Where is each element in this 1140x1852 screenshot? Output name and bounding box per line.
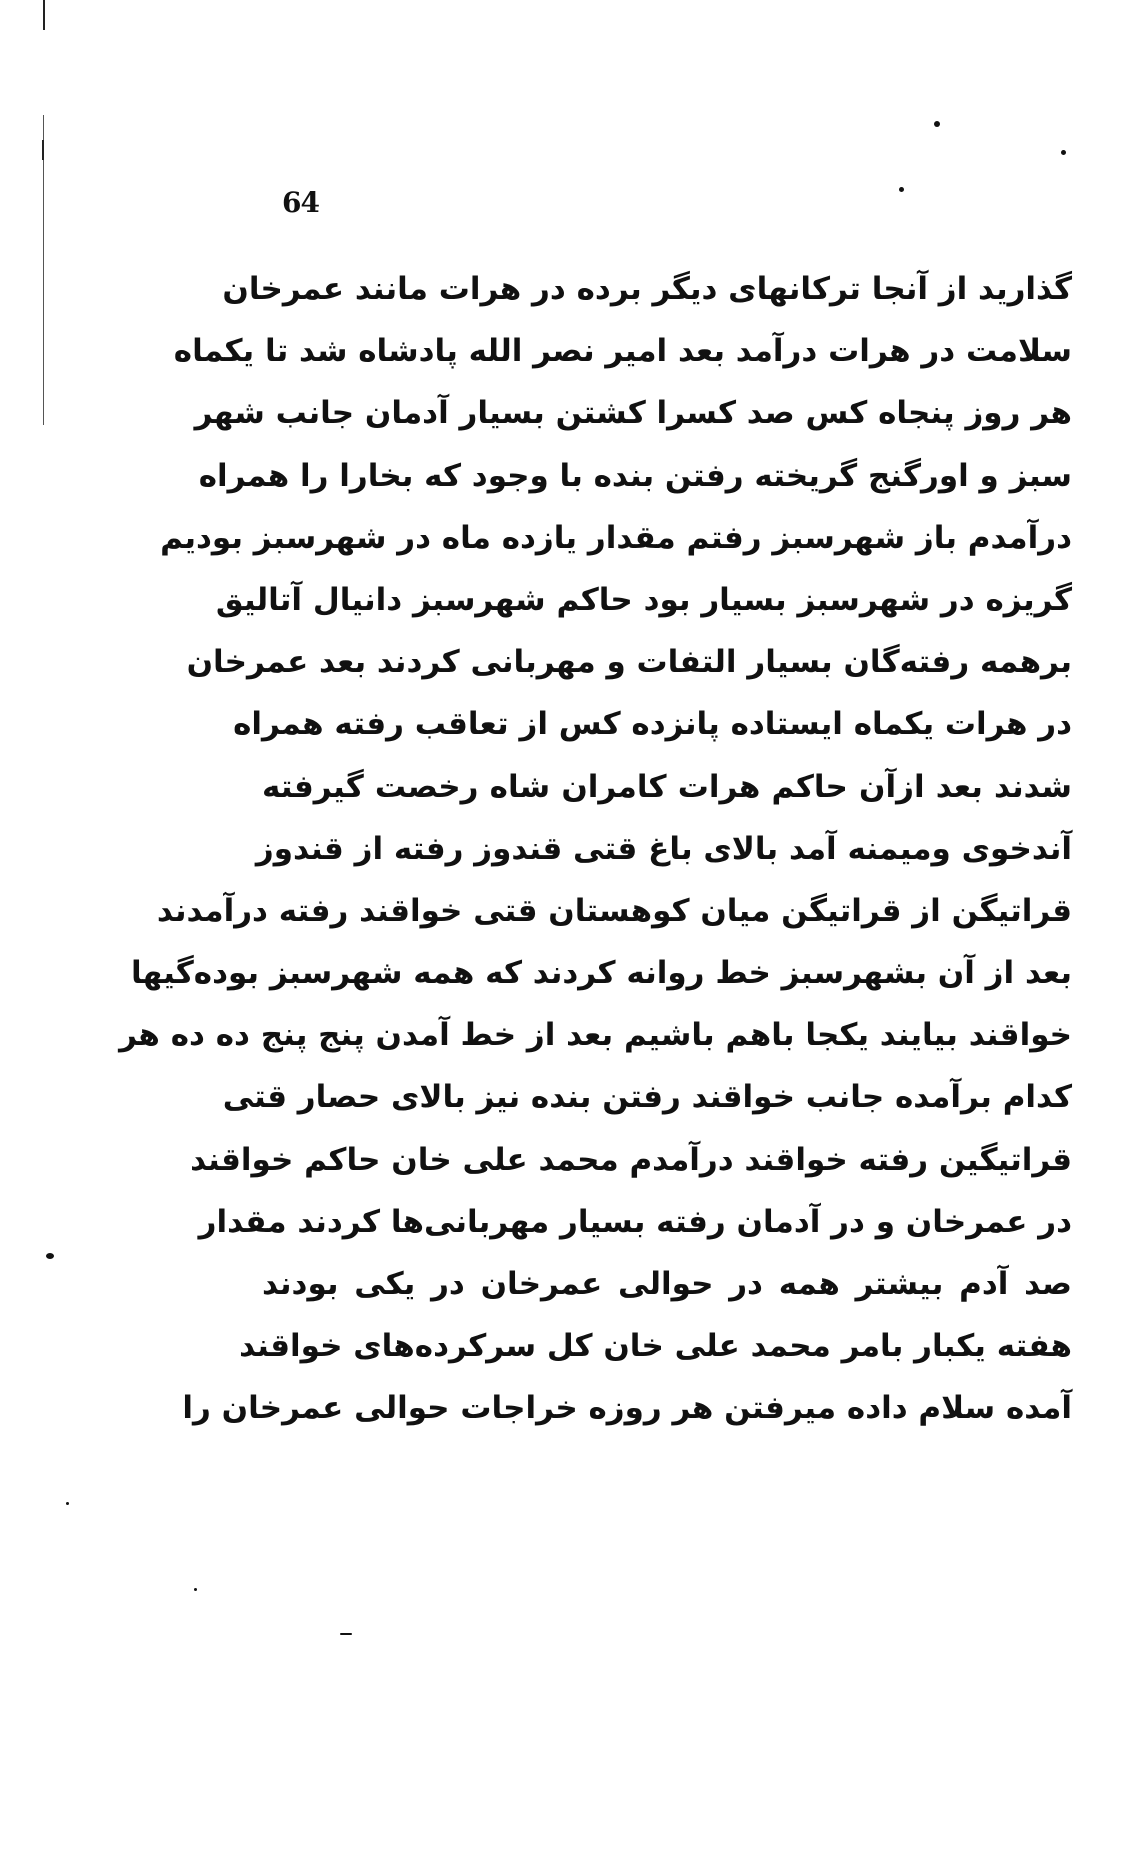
text-line: خواقند بیایند یکجا باهم باشیم بعد از خط آمدن پنج پنج ده ده هر bbox=[119, 1017, 1072, 1054]
scan-edge-mark bbox=[43, 115, 44, 425]
text-line: گذارید از آنجا ترکانهای دیگر برده در هرات مانند عمرخان bbox=[222, 271, 1072, 307]
body-text bbox=[119, 258, 1072, 1440]
text-line: کدام برآمده جانب خواقند رفتن بنده نیز بالای حصار قتی bbox=[222, 1079, 1072, 1116]
page-number: 64 bbox=[282, 186, 319, 219]
scan-speck bbox=[934, 121, 940, 127]
scan-speck bbox=[46, 1253, 54, 1259]
text-line: بعد از آن بشهرسبز خط روانه کردند که همه شهرسبز بوده‌گیها bbox=[130, 955, 1072, 992]
text-line: قراتیگن از قراتیگن میان کوهستان قتی خواقند رفته درآمدند bbox=[156, 892, 1072, 929]
text-line: صد آدم بیشتر همه در حوالی عمرخان در یکی بودند bbox=[262, 1266, 1072, 1302]
text-line: آمده سلام داده میرفتن هر روزه خراجات حوالی عمرخان را bbox=[182, 1390, 1072, 1427]
text-line: درآمدم باز شهرسبز رفتم مقدار یازده ماه در شهرسبز بودیم bbox=[160, 519, 1072, 556]
scan-speck bbox=[194, 1588, 197, 1591]
scan-speck bbox=[1061, 150, 1066, 155]
text-line: قراتیگین رفته خواقند درآمدم محمد علی خان حاکم خواقند bbox=[190, 1141, 1072, 1178]
text-line: در عمرخان و در آدمان رفته بسیار مهربانی‌ها کردند مقدار bbox=[198, 1203, 1072, 1240]
scan-edge-mark bbox=[43, 0, 45, 30]
text-line: گریزه در شهرسبز بسیار بود حاکم شهرسبز دانیال آتالیق bbox=[215, 581, 1072, 618]
text-line: هفته یکبار بامر محمد علی خان کل سرکرده‌های خواقند bbox=[239, 1328, 1072, 1365]
text-line: سلامت در هرات درآمد بعد امیر نصر الله پادشاه شد تا یکماه bbox=[173, 333, 1072, 370]
text-line: آندخوی ومیمنه آمد بالای باغ قتی قندوز رفته از قندوز bbox=[255, 830, 1072, 867]
text-line: هر روز پنجاه کس صد کسرا کشتن بسیار آدمان جانب شهر bbox=[194, 395, 1072, 432]
scan-speck bbox=[340, 1633, 352, 1635]
text-line: سبز و اورگنج گریخته رفتن بنده با وجود که بخارا را همراه bbox=[198, 457, 1072, 494]
text-line: در هرات یکماه ایستاده پانزده کس از تعاقب رفته همراه bbox=[233, 706, 1072, 743]
text-line: شدند بعد ازآن حاکم هرات کامران شاه رخصت گیرفته bbox=[262, 768, 1072, 805]
scan-edge-mark bbox=[42, 140, 44, 160]
scan-speck bbox=[66, 1502, 69, 1505]
scan-speck bbox=[899, 187, 904, 192]
text-line: برهمه رفته‌گان بسیار التفات و مهربانی کردند بعد عمرخان bbox=[186, 644, 1072, 681]
